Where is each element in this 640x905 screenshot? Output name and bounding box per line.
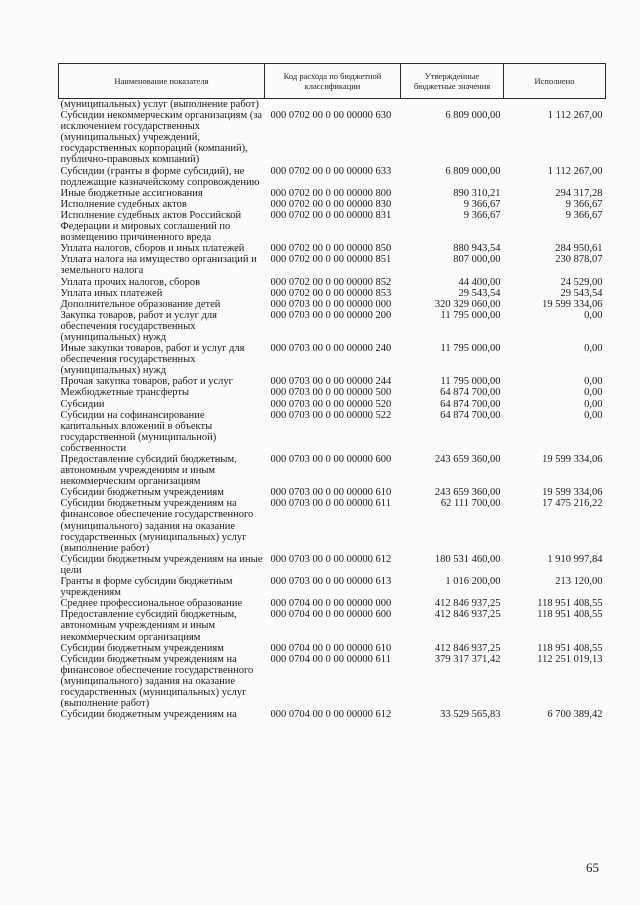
row-approved-value: 9 366,67	[463, 209, 501, 221]
row-approved-value: 9 366,67	[463, 198, 501, 210]
row-approved-value: 6 809 000,00	[445, 165, 501, 177]
budget-table	[58, 63, 606, 720]
row-name: Субсидии (гранты в форме субсидий), не подлежащие казначейскому сопровождению	[60, 165, 260, 188]
row-approved-value	[401, 99, 504, 111]
row-name: Дополнительное образование детей	[60, 298, 221, 310]
row-name: Субсидии бюджетным учреждениям на финансовое обеспечение государственного (муниципального) задания на оказание государственных (муниципальных) услуг (выполнение работ)	[60, 653, 254, 710]
row-executed-value: 0,00	[584, 398, 603, 410]
table-row	[59, 654, 606, 709]
table-row	[59, 609, 606, 642]
table-row	[59, 254, 606, 276]
row-name: Уплата прочих налогов, сборов	[60, 276, 201, 288]
table-row	[59, 288, 606, 299]
table-row	[59, 643, 606, 654]
row-code: 000 0704 00 0 00 00000 610	[270, 642, 392, 654]
row-code: 000 0702 00 0 00 00000 850	[270, 243, 392, 255]
row-code: 000 0704 00 0 00 00000 000	[270, 598, 392, 610]
table-row	[59, 299, 606, 310]
row-code: 000 0704 00 0 00 00000 611	[270, 653, 391, 665]
table-row	[59, 188, 606, 199]
table-row	[59, 498, 606, 553]
row-executed-value: 0,00	[584, 387, 603, 399]
row-approved-value: 807 000,00	[453, 254, 501, 266]
table-row	[59, 576, 606, 598]
table-row	[59, 598, 606, 609]
row-name: Прочая закупка товаров, работ и услуг	[60, 376, 233, 388]
row-approved-value: 412 846 937,25	[434, 609, 501, 621]
row-code: 000 0703 00 0 00 00000 000	[270, 298, 392, 310]
row-executed-value: 1 112 267,00	[547, 110, 603, 122]
row-approved-value: 243 659 360,00	[434, 454, 501, 465]
row-code	[265, 99, 401, 111]
row-name: Уплата налогов, сборов и иных платежей	[60, 243, 245, 255]
row-code: 000 0702 00 0 00 00000 800	[270, 187, 392, 199]
row-executed-value: 0,00	[584, 409, 603, 421]
row-approved-value: 64 874 700,00	[440, 409, 501, 421]
row-executed-value: 1 112 267,00	[547, 165, 603, 177]
row-executed-value: 0,00	[584, 376, 603, 388]
row-code: 000 0702 00 0 00 00000 852	[270, 276, 392, 288]
row-code: 000 0702 00 0 00 00000 851	[270, 254, 392, 266]
row-name: Предоставление субсидий бюджетным, автономным учреждениям и иным некоммерческим организациям	[60, 609, 237, 643]
row-executed-value: 19 599 334,06	[542, 298, 603, 310]
row-name: Субсидии бюджетным учреждениям	[60, 487, 224, 499]
header-approved-values: Утвержденные бюджетные значения	[401, 64, 504, 99]
table-row	[59, 243, 606, 254]
row-code: 000 0703 00 0 00 00000 244	[270, 376, 392, 388]
row-code: 000 0703 00 0 00 00000 600	[270, 454, 392, 465]
table-row	[59, 709, 606, 720]
row-executed-value: 6 700 389,42	[547, 709, 603, 721]
header-row	[59, 64, 606, 99]
row-approved-value: 44 400,00	[458, 276, 501, 288]
row-executed-value: 0,00	[584, 309, 603, 321]
row-name: Субсидии на софинансирование капитальных вложений в объекты государственной (муниципальной) собственности	[60, 409, 217, 454]
row-code: 000 0703 00 0 00 00000 520	[270, 398, 392, 410]
row-approved-value: 1 016 200,00	[445, 576, 501, 588]
row-code: 000 0702 00 0 00 00000 633	[270, 165, 392, 177]
header-executed: Исполнено	[504, 64, 606, 99]
table-row	[59, 454, 606, 487]
row-name: Субсидии бюджетным учреждениям на финансовое обеспечение государственного (муниципального) задания на оказание государственных (муниципальных) услуг (выполнение работ)	[60, 498, 254, 554]
row-name: Субсидии	[60, 398, 105, 410]
row-approved-value: 890 310,21	[453, 187, 501, 199]
row-name: Субсидии бюджетным учреждениям на иные цели	[60, 553, 263, 576]
table-row	[59, 166, 606, 188]
table-row	[59, 554, 606, 576]
row-approved-value: 880 943,54	[453, 243, 501, 255]
row-code: 000 0703 00 0 00 00000 240	[270, 343, 392, 355]
row-executed-value: 17 475 216,22	[542, 498, 603, 510]
row-executed-value: 112 251 019,13	[537, 653, 603, 665]
row-code: 000 0703 00 0 00 00000 500	[270, 387, 392, 399]
row-executed-value: 230 878,07	[555, 254, 603, 266]
row-executed-value: 9 366,67	[565, 198, 603, 210]
table-row	[59, 399, 606, 410]
row-executed-value: 9 366,67	[565, 209, 603, 221]
table-row	[59, 410, 606, 454]
row-name: Исполнение судебных актов Российской Федерации и мировых соглашений по возмещению причиненного вреда	[60, 209, 242, 244]
table-body	[59, 99, 606, 721]
row-executed-value: 24 529,00	[560, 276, 603, 288]
row-executed-value: 118 951 408,55	[537, 609, 603, 621]
row-name: Субсидии бюджетным учреждениям	[60, 642, 224, 654]
row-name: Среднее профессиональное образование	[60, 598, 243, 610]
row-name: Межбюджетные трансферты	[60, 387, 190, 399]
row-code: 000 0703 00 0 00 00000 200	[270, 309, 392, 321]
table-row	[59, 310, 606, 343]
row-executed-value: 0,00	[584, 343, 603, 355]
row-code: 000 0702 00 0 00 00000 831	[270, 209, 392, 221]
row-name: Исполнение судебных актов	[60, 198, 187, 210]
row-name: Уплата иных платежей	[60, 287, 163, 299]
row-approved-value: 180 531 460,00	[434, 553, 501, 565]
row-executed-value: 118 951 408,55	[537, 642, 603, 654]
row-code: 000 0703 00 0 00 00000 610	[270, 487, 392, 499]
row-name: Уплата налога на имущество организаций и земельного налога	[60, 254, 257, 277]
row-code: 000 0704 00 0 00 00000 600	[270, 609, 392, 621]
table-row	[59, 210, 606, 243]
row-executed-value: 1 910 997,84	[547, 553, 603, 565]
row-approved-value: 33 529 565,83	[440, 709, 501, 721]
row-name: Иные бюджетные ассигнования	[60, 187, 203, 199]
table-row	[59, 277, 606, 288]
row-approved-value: 11 795 000,00	[440, 376, 501, 388]
row-name: Предоставление субсидий бюджетным, автономным учреждениям и иным некоммерческим организациям	[60, 454, 237, 488]
row-executed-value: 284 950,61	[555, 243, 603, 255]
row-name: (муниципальных) услуг (выполнение работ)	[60, 99, 259, 110]
row-executed-value: 19 599 334,06	[542, 454, 603, 465]
row-approved-value: 6 809 000,00	[445, 110, 501, 122]
row-executed-value: 19 599 334,06	[542, 487, 603, 499]
row-name: Гранты в форме субсидии бюджетным учреждениям	[60, 576, 233, 599]
page-number: 65	[586, 860, 599, 875]
table-row	[59, 199, 606, 210]
row-name: Субсидии бюджетным учреждениям на	[60, 709, 237, 721]
table-row	[59, 110, 606, 165]
row-approved-value: 64 874 700,00	[440, 387, 501, 399]
header-expense-code: Код расхода по бюджетной классификации	[265, 64, 401, 99]
row-executed-value: 118 951 408,55	[537, 598, 603, 610]
row-code: 000 0703 00 0 00 00000 613	[270, 576, 392, 588]
row-executed-value: 29 543,54	[560, 287, 603, 299]
row-approved-value: 320 329 060,00	[434, 298, 501, 310]
row-code: 000 0703 00 0 00 00000 611	[270, 498, 391, 510]
row-approved-value: 11 795 000,00	[440, 343, 501, 355]
row-approved-value: 379 317 371,42	[434, 653, 501, 665]
row-code: 000 0703 00 0 00 00000 522	[270, 409, 392, 421]
row-approved-value: 11 795 000,00	[440, 309, 501, 321]
row-code: 000 0702 00 0 00 00000 853	[270, 287, 392, 299]
row-approved-value: 64 874 700,00	[440, 398, 501, 410]
table-header	[59, 64, 606, 99]
header-indicator-name: Наименование показателя	[59, 64, 265, 99]
table-row	[59, 387, 606, 398]
table-row	[59, 343, 606, 376]
row-approved-value: 29 543,54	[458, 287, 501, 299]
row-code: 000 0702 00 0 00 00000 830	[270, 198, 392, 210]
row-executed-value: 213 120,00	[555, 576, 603, 588]
row-executed-value	[504, 99, 606, 111]
row-name: Субсидии некоммерческим организациям (за исключением государственных (муниципальных) учреждений, государственных корпораций (компаний), публично-правовых компаний)	[60, 110, 263, 166]
row-approved-value: 412 846 937,25	[434, 642, 501, 654]
row-executed-value: 294 317,28	[555, 187, 603, 199]
table-row	[59, 99, 606, 111]
row-code: 000 0704 00 0 00 00000 612	[270, 709, 392, 721]
row-approved-value: 243 659 360,00	[434, 487, 501, 499]
row-code: 000 0702 00 0 00 00000 630	[270, 110, 392, 122]
row-approved-value: 62 111 700,00	[440, 498, 501, 510]
row-code: 000 0703 00 0 00 00000 612	[270, 553, 392, 565]
row-name: Закупка товаров, работ и услуг для обеспечения государственных (муниципальных) нужд	[60, 309, 217, 343]
row-approved-value: 412 846 937,25	[434, 598, 501, 610]
row-name: Иные закупки товаров, работ и услуг для обеспечения государственных (муниципальных) нужд	[60, 343, 245, 377]
table-row	[59, 487, 606, 498]
table-row	[59, 376, 606, 387]
